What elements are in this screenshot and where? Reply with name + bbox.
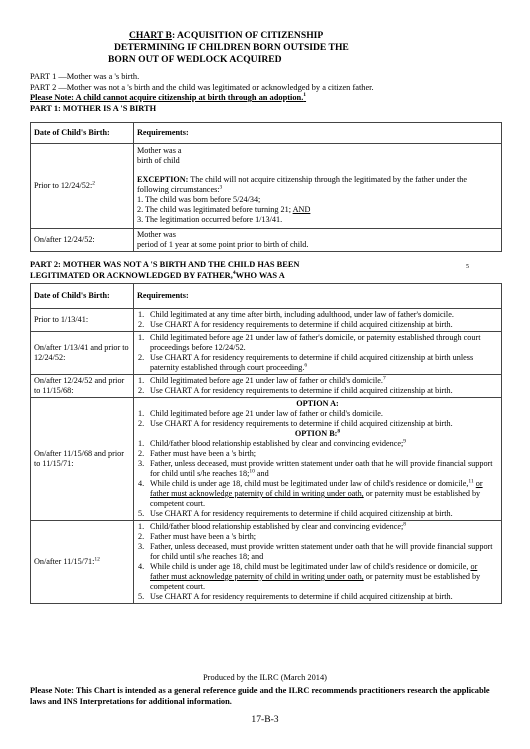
table-row: On/after 12/24/52 and prior to 11/15/68: 1. Child legitimated before age 21 under law of father or child's domicile.$^7$ 2. Use CHART A for residency requirements to determine if child acquired citizenship at birth. bbox=[31, 375, 502, 398]
list-item: Use CHART A for residency requirements to determine if child acquired citizenship at birth. bbox=[150, 592, 453, 601]
footer-note: Please Note: This Chart is intended as a general reference guide and the ILRC recommends practitioners research the applicable laws and INS Interpretations for additional information. bbox=[30, 686, 490, 706]
list-item: Use CHART A for residency requirements to determine if child acquired citizenship at birth. bbox=[150, 419, 453, 428]
footnote-ref: 9 bbox=[403, 438, 407, 445]
footnote-ref: 3 bbox=[219, 184, 223, 191]
date-cell: On/after 11/15/68 and prior to 11/15/71: bbox=[31, 398, 134, 521]
list-item: or paternity must be established by competent court. bbox=[150, 572, 481, 591]
list-item: Child/father blood relationship established by clear and convincing evidence; bbox=[150, 522, 404, 531]
list-item: Father, unless deceased, must provide written statement under oath that he will provide financial support for child until s/he reaches 18; bbox=[150, 459, 493, 478]
intro-part1: PART 1 —Mother was a 's birth. bbox=[30, 72, 140, 81]
list-item: 2. The child was legitimated before turning 21; bbox=[137, 205, 292, 214]
chart-label: CHART B bbox=[129, 30, 172, 41]
option-b-heading: OPTION B: bbox=[294, 429, 338, 438]
title-line2: DETERMINING IF CHILDREN BORN OUTSIDE THE bbox=[114, 42, 349, 53]
list-item: or father must acknowledge paternity of child in writing under oath, bbox=[150, 479, 483, 498]
table-row: On/after 1/13/41 and prior to 12/24/52: 1. Child legitimated before age 21 under law of father's domicile, or paternity established through court proceedings before 12/24/52. 2. Use CHART A for residency requirements to determine if child acquired citizenship at birth unless paternity established through court proceeding.$^6$ bbox=[31, 332, 502, 375]
date-cell: On/after 11/15/71: bbox=[34, 557, 95, 566]
date-cell: On/after 12/24/52 and prior to 11/15/68: bbox=[31, 375, 134, 398]
exception-text: The child will not acquire citizenship through the legitimated by the father under the following circumstances: bbox=[137, 175, 468, 194]
list-item: Father must have been a 's birth; bbox=[150, 449, 257, 458]
table-row bbox=[31, 229, 502, 252]
page-number: 17-B-3 bbox=[251, 714, 279, 725]
requirement-text: birth of child bbox=[137, 156, 180, 165]
footnote-ref: 1 bbox=[303, 92, 307, 99]
list-item: Use CHART A for residency requirements to determine if child acquired citizenship at birth. bbox=[150, 509, 453, 518]
title-line1: : ACQUISITION OF CITIZENSHIP bbox=[171, 30, 324, 41]
list-item: 1. The child was born before 5/24/34; bbox=[137, 195, 261, 204]
intro-part2: PART 2 —Mother was not a 's birth and the child was legitimated or acknowledged by a citizen father. bbox=[30, 82, 374, 92]
table-header-requirements: Requirements: bbox=[134, 123, 502, 144]
date-cell: Prior to 12/24/52: bbox=[34, 181, 93, 190]
table-row bbox=[31, 144, 502, 229]
table-header-date: Date of Child's Birth: bbox=[31, 284, 134, 309]
date-cell: On/after 1/13/41 and prior to 12/24/52: bbox=[31, 332, 134, 375]
part1-table bbox=[30, 122, 502, 252]
table-row: Prior to 1/13/41: 1. Child legitimated at any time after birth, including adulthood, under law of father's domicile. 2. Use CHART A for residency requirements to determine if child acquired citizenship at birth. bbox=[31, 309, 502, 332]
list-item: Use CHART A for residency requirements to determine if child acquired citizenship at birth unless paternity established through court proceeding. bbox=[150, 353, 474, 372]
list-item: 3. The legitimation occurred before 1/13/41. bbox=[137, 215, 283, 224]
part2-heading-line2b: WHO WAS A bbox=[235, 270, 285, 280]
part2-table bbox=[30, 283, 502, 604]
date-cell: Prior to 1/13/41: bbox=[31, 309, 134, 332]
list-item: or father must acknowledge paternity of child in writing under oath, bbox=[150, 562, 478, 581]
footnote-ref: 6 bbox=[304, 362, 308, 369]
option-a-heading: OPTION A: bbox=[296, 399, 339, 408]
part2-heading-line1: PART 2: MOTHER WAS NOT A 'S BIRTH AND THE CHILD HAS BEEN bbox=[30, 260, 300, 269]
footnote-ref: 8 bbox=[337, 428, 341, 435]
list-item: Father, unless deceased, must provide written statement under oath that he will provide financial support for child until s/he reaches 18; and bbox=[150, 542, 493, 561]
list-item: Use CHART A for residency requirements to determine if child acquired citizenship at birth. bbox=[150, 386, 453, 395]
footnote-ref: 10 bbox=[249, 468, 255, 475]
part1-heading: PART 1: MOTHER IS A 'S BIRTH bbox=[30, 103, 157, 113]
exception-label: EXCEPTION: bbox=[137, 175, 189, 184]
list-item: While child is under age 18, child must be legitimated under law of child's residence or domicile, bbox=[150, 479, 469, 488]
list-item: Child legitimated at any time after birth, including adulthood, under law of father's domicile. bbox=[150, 310, 454, 319]
table-row: On/after 11/15/68 and prior to 11/15/71: OPTION A: 1. Child legitimated before age 21 under law of father or child's domicile. 2. Use CHART A for residency requirements to determine if child acquired citizenship at birth. OPTION B:$^8$ 1. Child/father blood relationship established by clear and convincing evidence;$^9$ 2. Father must have been a 's birth; 3. Father, unless deceased, must provide written statement under oath that he will provide financial support for child until s/he reaches 18;$^{10}$ and 4. While child is under age 18, child must be legitimated under law of child's residence or domicile,$^{11}$ or father must acknowledge paternity of child in writing under oath, or paternity must be established by competent court. 5. Use CHART A for residency requirements to determine if child acquired citizenship at birth. bbox=[31, 398, 502, 521]
footnote-ref: 11 bbox=[468, 478, 474, 485]
title-line3: BORN OUT OF WEDLOCK ACQUIRED bbox=[108, 54, 282, 65]
requirement-text: period of 1 year at some point prior to birth of child. bbox=[137, 240, 309, 249]
footnote-ref: 7 bbox=[382, 375, 386, 382]
list-item: Child legitimated before age 21 under law of father or child's domicile. bbox=[150, 409, 383, 418]
and-word: and bbox=[256, 469, 269, 478]
list-item: Use CHART A for residency requirements to determine if child acquired citizenship at birth. bbox=[150, 320, 453, 329]
part2-heading-line2a: LEGITIMATED OR ACKNOWLEDGED BY FATHER, bbox=[30, 270, 233, 280]
produced-by: Produced by the ILRC (March 2014) bbox=[203, 673, 327, 682]
adoption-note: Please Note: A child cannot acquire citizenship at birth through an adoption. bbox=[30, 93, 304, 103]
part2-heading bbox=[30, 260, 510, 281]
footnote-ref: 8 bbox=[403, 521, 407, 528]
document-title bbox=[108, 30, 418, 66]
list-item: Child legitimated before age 21 under law of father or child's domicile. bbox=[150, 376, 383, 385]
table-header-requirements: Requirements: bbox=[134, 284, 502, 309]
footnote-ref: 4 bbox=[232, 269, 236, 276]
list-item: Child legitimated before age 21 under law of father's domicile, or paternity established through court proceedings before 12/24/52. bbox=[150, 333, 481, 352]
list-item: or paternity must be established by competent court. bbox=[150, 489, 481, 508]
list-item: Father must have been a 's birth; bbox=[150, 532, 257, 541]
footnote-ref: 2 bbox=[92, 180, 95, 187]
requirement-text: Mother was bbox=[137, 230, 176, 239]
requirement-text: Mother was a bbox=[137, 146, 182, 155]
table-row: On/after 11/15/71:$^{12}$ 1. Child/father blood relationship established by clear and convincing evidence;$^8$ 2. Father must have been a 's birth; 3. Father, unless deceased, must provide written statement under oath that he will provide financial support for child until s/he reaches 18; and 4. While child is under age 18, child must be legitimated under law of child's residence or domicile, or father must acknowledge paternity of child in writing under oath, or paternity must be established by competent court. 5. Use CHART A for residency requirements to determine if child acquired citizenship at birth. bbox=[31, 521, 502, 604]
list-item: While child is under age 18, child must be legitimated under law of child's residence or domicile, bbox=[150, 562, 469, 571]
footnote-ref: 5 bbox=[466, 264, 469, 270]
and-word: AND bbox=[292, 205, 311, 214]
table-header-date: Date of Child's Birth: bbox=[31, 123, 134, 144]
list-item: Child/father blood relationship established by clear and convincing evidence; bbox=[150, 439, 404, 448]
intro-section bbox=[30, 72, 510, 114]
footnote-ref: 12 bbox=[94, 556, 100, 563]
date-cell: On/after 12/24/52: bbox=[31, 229, 134, 252]
